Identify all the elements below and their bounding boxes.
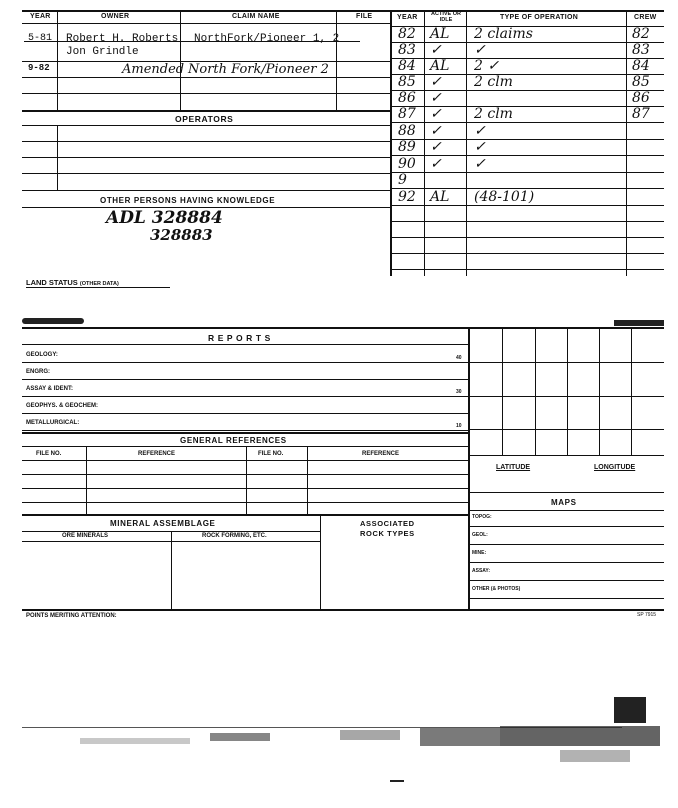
activity-year: 90 [398,156,416,172]
activity-active: ✓ [430,90,442,106]
activity-type: ✓ [474,139,486,155]
activity-crew: 82 [632,26,650,42]
reports-right-border [468,327,470,609]
map-label: MINE: [472,550,487,556]
map-label: GEOL: [472,532,488,538]
entry-year: 5-81 [28,33,53,44]
entry-owner: Robert H. Roberts [66,33,179,45]
activity-year: 82 [398,26,416,42]
activity-row-line [390,253,664,254]
activity-active: AL [430,189,450,205]
scan-mark [22,318,84,324]
activity-year: 9 [398,172,407,188]
row-line [22,474,468,475]
mineral-top [22,514,468,516]
activity-row-line [390,172,664,173]
latitude-label: LATITUDE [496,464,531,471]
row-line [468,580,664,581]
report-label: METALLURGICAL: [26,420,80,426]
activity-row-line [390,237,664,238]
activity-crew: 87 [632,106,650,122]
scan-mark [614,320,664,326]
gen-ref-col-file2: FILE NO. [258,451,284,457]
scan-noise [420,728,500,746]
activity-crew: 83 [632,42,650,58]
grid-line [631,327,632,455]
header-type: TYPE OF OPERATION [500,14,579,21]
row-line [22,141,390,142]
activity-crew: 86 [632,90,650,106]
report-label: GEOPHYS. & GEOCHEM: [26,403,99,409]
row-line [468,562,664,563]
points-label: POINTS MERITING ATTENTION: [26,613,117,619]
gen-ref-col-ref2: REFERENCE [362,451,400,457]
grid-line [468,455,664,456]
row-line [468,510,664,511]
activity-type: (48-101) [474,189,535,205]
activity-type: 2 clm [474,74,513,90]
mineral-col-ore: ORE MINERALS [62,533,109,539]
row-line [22,413,468,414]
bottom-border [22,609,664,611]
form-code: SP 7915 [637,612,657,618]
row-line [22,446,468,447]
header-year: YEAR [30,13,51,20]
reports-title: R E P O R T S [208,333,271,343]
grid-line [468,429,664,430]
other-persons-title: OTHER PERSONS HAVING KNOWLEDGE [100,196,276,205]
map-label: TOPOG: [472,514,492,520]
col-divider [320,514,321,609]
col-divider [246,446,247,514]
row-line [468,492,664,493]
header-underline [22,23,390,24]
operators-title: OPERATORS [175,114,234,124]
operators-top [22,110,390,112]
header-file: FILE [356,13,373,20]
gen-ref-col-ref1: REFERENCE [138,451,176,457]
assoc-line1: ASSOCIATED [360,519,415,528]
top-border [22,10,390,12]
grid-line [468,396,664,397]
row-line [22,157,390,158]
header-crew: CREW [634,14,657,21]
mineral-title: MINERAL ASSEMBLAGE [110,519,216,528]
report-label: ENGRG: [26,369,50,375]
activity-row-line [390,221,664,222]
activity-active: ✓ [430,123,442,139]
activity-active: ✓ [430,139,442,155]
scan-noise [80,738,190,744]
col-divider [57,10,58,110]
activity-year: 85 [398,74,416,90]
report-number: 30 [456,389,462,395]
entry-owner: Amended [122,62,185,77]
gen-ref-col-file1: FILE NO. [36,451,62,457]
activity-year: 87 [398,106,416,122]
activity-row-line [390,269,664,270]
row-line [22,344,468,345]
scan-noise [560,750,630,762]
activity-active: ✓ [430,106,442,122]
activity-row-line [390,205,664,206]
land-status-sub: (OTHER DATA) [79,281,119,287]
report-number: 10 [456,423,462,429]
row-line [22,362,468,363]
row-line [22,396,468,397]
grid-line [468,362,664,363]
longitude-label: LONGITUDE [594,464,636,471]
activity-type: 2 claims [474,26,533,42]
scan-noise [500,726,660,746]
header-owner: OWNER [101,13,130,20]
strike-line [24,41,360,42]
row-line [22,93,390,94]
assoc-line2: ROCK TYPES [360,529,415,538]
activity-active: ✓ [430,156,442,172]
header-year: YEAR [397,14,418,21]
land-status-underline [26,287,170,288]
scan-noise [390,780,404,782]
row-line [468,544,664,545]
activity-year: 86 [398,90,416,106]
row-line [468,526,664,527]
activity-type: ✓ [474,156,486,172]
col-divider [171,531,172,609]
grid-line [502,327,503,455]
entry-claim: NorthFork/Pioneer 1, 2 [194,33,340,45]
activity-year: 84 [398,58,416,74]
activity-active: AL [430,26,450,42]
grid-line [567,327,568,455]
header-claim-name: CLAIM NAME [232,13,280,20]
scan-blot [614,697,646,723]
scan-noise [210,733,270,741]
map-label: OTHER (& PHOTOS) [472,586,521,592]
row-line [22,190,390,191]
activity-year: 92 [398,189,416,205]
row-line [468,598,664,599]
land-status-label [26,278,119,287]
row-line [22,541,320,542]
activity-year: 88 [398,123,416,139]
scan-noise [340,730,400,740]
land-status-text: LAND STATUS [26,278,78,287]
other-persons-line1: ADL 328884 [106,208,223,228]
report-label: GEOLOGY: [26,352,58,358]
report-label: ASSAY & IDENT: [26,386,74,392]
row-line [22,77,390,78]
row-line [22,125,390,126]
col-divider [86,446,87,514]
activity-type: ✓ [474,42,486,58]
activity-type: 2 clm [474,106,513,122]
grid-line [599,327,600,455]
activity-crew: 85 [632,74,650,90]
entry-year: 9-82 [28,63,50,73]
row-line [22,173,390,174]
other-persons-line2: 328883 [150,226,213,244]
maps-title: MAPS [551,498,577,507]
activity-active: ✓ [430,42,442,58]
row-line [22,379,468,380]
row-line [22,430,468,431]
col-divider [307,446,308,514]
entry-owner: Jon Grindle [66,46,139,58]
col-divider [180,10,181,110]
activity-active: AL [430,58,450,74]
activity-crew: 84 [632,58,650,74]
activity-active: ✓ [430,74,442,90]
row-line [22,460,468,461]
header-active: ACTIVE OR IDLE [431,11,461,23]
activity-year: 89 [398,139,416,155]
row-line [22,502,468,503]
activity-type: ✓ [474,123,486,139]
gen-ref-title: GENERAL REFERENCES [180,436,287,445]
mineral-col-rock: ROCK FORMING, ETC. [202,533,267,539]
entry-claim: North Fork/Pioneer 2 [188,62,329,77]
col-divider [336,10,337,110]
activity-year: 83 [398,42,416,58]
grid-line [535,327,536,455]
activity-type: 2 ✓ [474,58,500,74]
gen-ref-top [22,432,468,434]
report-number: 40 [456,355,462,361]
map-label: ASSAY: [472,568,491,574]
row-line [22,488,468,489]
